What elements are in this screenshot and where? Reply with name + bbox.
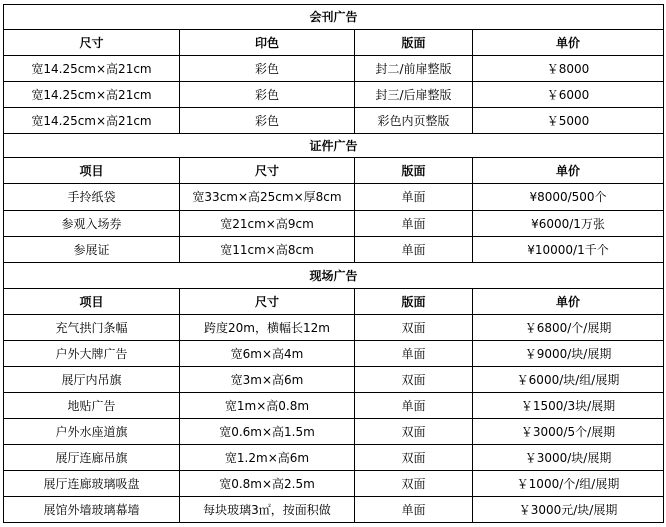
cell-size: 宽14.25cm×高21cm bbox=[4, 108, 180, 134]
cell-price: ￥8000 bbox=[473, 56, 664, 82]
cell-size: 宽33cm×高25cm×厚8cm bbox=[180, 184, 355, 211]
table-row bbox=[4, 341, 664, 367]
cell-layout: 彩色内页整版 bbox=[355, 108, 473, 134]
cell-layout: 封三/后扉整版 bbox=[355, 82, 473, 108]
cell-item: 参展证 bbox=[4, 237, 180, 263]
cell-item: 充气拱门条幅 bbox=[4, 315, 180, 341]
cell-size: 宽14.25cm×高21cm bbox=[4, 56, 180, 82]
cell-price: ￥6000/块/组/展期 bbox=[473, 367, 664, 393]
section-title-row bbox=[4, 5, 664, 30]
cell-layout: 单面 bbox=[355, 393, 473, 419]
cell-size: 宽11cm×高8cm bbox=[180, 237, 355, 263]
column-header: 尺寸 bbox=[4, 30, 180, 56]
cell-size: 宽14.25cm×高21cm bbox=[4, 82, 180, 108]
column-header: 尺寸 bbox=[180, 289, 355, 315]
table-row bbox=[4, 367, 664, 393]
column-header: 单价 bbox=[473, 30, 664, 56]
cell-price: ￥6000 bbox=[473, 82, 664, 108]
column-header: 项目 bbox=[4, 289, 180, 315]
cell-color: 彩色 bbox=[180, 56, 355, 82]
cell-layout: 双面 bbox=[355, 445, 473, 471]
section-title: 现场广告 bbox=[4, 263, 664, 289]
cell-size: 宽6m×高4m bbox=[180, 341, 355, 367]
table-row bbox=[4, 445, 664, 471]
column-header: 单价 bbox=[473, 289, 664, 315]
table-row bbox=[4, 497, 664, 523]
cell-size: 宽1m×高0.8m bbox=[180, 393, 355, 419]
cell-price: ￥1000/个/组/展期 bbox=[473, 471, 664, 497]
table-row bbox=[4, 315, 664, 341]
cell-item: 参观入场券 bbox=[4, 211, 180, 237]
column-header: 版面 bbox=[355, 158, 473, 184]
section-title-row bbox=[4, 263, 664, 289]
table-row bbox=[4, 108, 664, 134]
cell-layout: 单面 bbox=[355, 341, 473, 367]
cell-color: 彩色 bbox=[180, 108, 355, 134]
cell-price: ¥8000/500个 bbox=[473, 184, 664, 211]
cell-price: ￥6800/个/展期 bbox=[473, 315, 664, 341]
cell-layout: 单面 bbox=[355, 211, 473, 237]
table-row bbox=[4, 211, 664, 237]
section-title: 证件广告 bbox=[4, 134, 664, 158]
cell-price: ￥3000元/块/展期 bbox=[473, 497, 664, 523]
cell-size: 宽1.2m×高6m bbox=[180, 445, 355, 471]
header-row bbox=[4, 158, 664, 184]
table-row bbox=[4, 184, 664, 211]
cell-item: 展厅连廊吊旗 bbox=[4, 445, 180, 471]
cell-size: 跨度20m，横幅长12m bbox=[180, 315, 355, 341]
cell-size: 宽3m×高6m bbox=[180, 367, 355, 393]
column-header: 单价 bbox=[473, 158, 664, 184]
section-title: 会刊广告 bbox=[4, 5, 664, 30]
header-row bbox=[4, 289, 664, 315]
cell-item: 展馆外墙玻璃幕墙 bbox=[4, 497, 180, 523]
column-header: 项目 bbox=[4, 158, 180, 184]
cell-item: 户外水座道旗 bbox=[4, 419, 180, 445]
cell-layout: 单面 bbox=[355, 237, 473, 263]
cell-item: 手拎纸袋 bbox=[4, 184, 180, 211]
cell-price: ¥6000/1万张 bbox=[473, 211, 664, 237]
cell-price: ￥3000/块/展期 bbox=[473, 445, 664, 471]
cell-item: 户外大牌广告 bbox=[4, 341, 180, 367]
cell-color: 彩色 bbox=[180, 82, 355, 108]
cell-price: ￥5000 bbox=[473, 108, 664, 134]
column-header: 印色 bbox=[180, 30, 355, 56]
cell-price: ¥10000/1千个 bbox=[473, 237, 664, 263]
column-header: 尺寸 bbox=[180, 158, 355, 184]
cell-price: ￥1500/3块/展期 bbox=[473, 393, 664, 419]
cell-item: 展厅内吊旗 bbox=[4, 367, 180, 393]
section-title-row bbox=[4, 134, 664, 158]
cell-price: ￥9000/块/展期 bbox=[473, 341, 664, 367]
cell-item: 展厅连廊玻璃吸盘 bbox=[4, 471, 180, 497]
table-row bbox=[4, 393, 664, 419]
table-row bbox=[4, 419, 664, 445]
cell-size: 宽21cm×高9cm bbox=[180, 211, 355, 237]
advertising-price-table bbox=[3, 4, 664, 523]
cell-layout: 双面 bbox=[355, 419, 473, 445]
cell-layout: 双面 bbox=[355, 367, 473, 393]
cell-size: 宽0.6m×高1.5m bbox=[180, 419, 355, 445]
cell-layout: 双面 bbox=[355, 471, 473, 497]
table-row bbox=[4, 82, 664, 108]
cell-size: 宽0.8m×高2.5m bbox=[180, 471, 355, 497]
cell-price: ￥3000/5个/展期 bbox=[473, 419, 664, 445]
header-row bbox=[4, 30, 664, 56]
cell-layout: 双面 bbox=[355, 315, 473, 341]
table-row bbox=[4, 237, 664, 263]
cell-layout: 封二/前扉整版 bbox=[355, 56, 473, 82]
column-header: 版面 bbox=[355, 289, 473, 315]
cell-item: 地贴广告 bbox=[4, 393, 180, 419]
table-row bbox=[4, 471, 664, 497]
table-row bbox=[4, 56, 664, 82]
cell-size: 每块玻璃3㎡，按面积做 bbox=[180, 497, 355, 523]
cell-layout: 单面 bbox=[355, 497, 473, 523]
cell-layout: 单面 bbox=[355, 184, 473, 211]
column-header: 版面 bbox=[355, 30, 473, 56]
